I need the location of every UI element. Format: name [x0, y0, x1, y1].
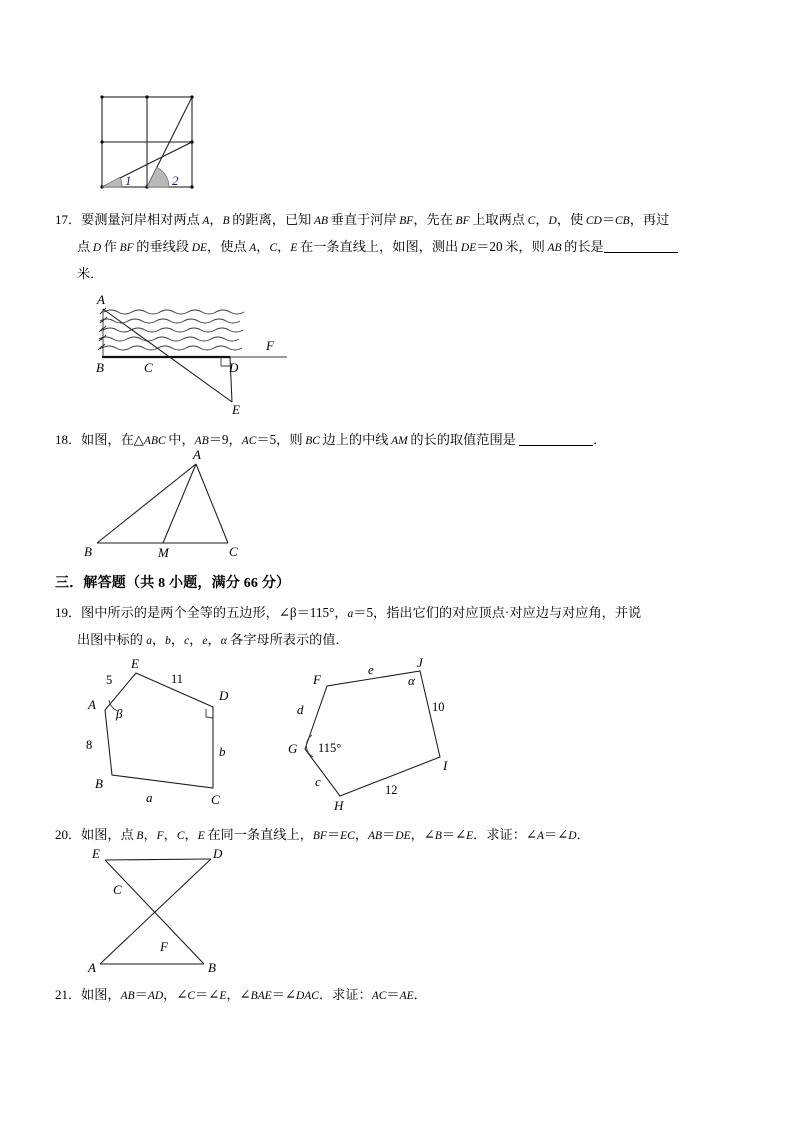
- q17-line-1: 要测量河岸相对两点 A，B 的距离，已知 AB 垂直于河岸 BF，先在 BF 上取两点 C，D，使 CD＝CB，再过: [81, 212, 670, 227]
- q20-label-A: A: [88, 960, 96, 975]
- pentagon-left-label-C: C: [211, 792, 220, 807]
- pentagon-right-label-G: G: [288, 741, 298, 756]
- q17-line-2: 点 D 作 BF 的垂线段 DE，使点 A，C，E 在一条直线上，如图，测出 DE＝20 米，则 AB 的长是: [77, 234, 755, 261]
- q18-answer-blank[interactable]: [519, 445, 593, 446]
- pentagon-left-side-a: a: [146, 790, 153, 805]
- pentagon-right-side-10: 10: [432, 700, 445, 714]
- q20-label-C: C: [113, 882, 122, 897]
- q20-label-B: B: [208, 960, 216, 975]
- grid-angles-figure: [96, 92, 296, 200]
- river-bank-figure: [82, 292, 312, 417]
- q20-number: 20．: [55, 827, 82, 842]
- triangle-label-M: M: [158, 545, 169, 560]
- pentagon-left-label-E: E: [131, 656, 139, 671]
- two-triangles-figure: [80, 848, 245, 973]
- question-17-text: [55, 207, 755, 287]
- question-21-text: [55, 982, 760, 1009]
- triangle-label-C: C: [229, 544, 238, 559]
- pentagon-right-angle-115: 115°: [318, 741, 342, 755]
- pentagon-left-side-5: 5: [106, 673, 113, 687]
- pentagon-left-side-b: b: [219, 744, 226, 759]
- pentagon-right-side-c: c: [315, 774, 321, 789]
- q20-label-E: E: [92, 846, 100, 861]
- triangle-label-B: B: [84, 544, 92, 559]
- q19-line-1: 图中所示的是两个全等的五边形，∠β＝115°，a＝5，指出它们的对应顶点·对应边与对应角，并说: [81, 605, 642, 620]
- pentagon-right-side-d: d: [297, 702, 304, 717]
- q17-line-3: 米．: [77, 266, 104, 281]
- angle-label-2: 2: [172, 173, 179, 188]
- q20-label-F: F: [160, 939, 168, 954]
- q18-line-1: 如图，在△ABC 中，AB＝9，AC＝5，则 BC 边上的中线 AM 的长的取值范围是 ．: [81, 432, 607, 447]
- river-label-C: C: [144, 360, 153, 375]
- q19-line-2: 出图中标的 a，b，c，e，α 各字母所表示的值．: [77, 632, 349, 647]
- section-3-heading: 三．解答题（共 8 小题，满分 66 分）: [55, 576, 291, 591]
- q20-label-D: D: [213, 846, 223, 861]
- river-label-B: B: [96, 360, 104, 375]
- q18-number: 18．: [55, 432, 82, 447]
- river-label-D: D: [229, 360, 239, 375]
- pentagon-right-side-12: 12: [385, 783, 398, 797]
- pentagon-left-side-8: 8: [86, 738, 93, 752]
- pentagon-left-angle-beta: β: [116, 706, 123, 721]
- question-20-text: [55, 822, 760, 849]
- question-19-text: [55, 600, 760, 654]
- pentagon-right-label-J: J: [417, 655, 423, 670]
- pentagon-left-label-B: B: [95, 776, 103, 791]
- q21-number: 21．: [55, 987, 82, 1002]
- river-label-F: F: [266, 338, 274, 353]
- pentagon-right-label-H: H: [334, 798, 344, 813]
- pentagon-right-label-F: F: [313, 672, 321, 687]
- pentagon-fghij: [285, 655, 470, 818]
- q20-line-1: 如图，点 B，F，C，E 在同一条直线上，BF＝EC，AB＝DE，∠B＝∠E．求证：∠A＝∠D．: [81, 827, 590, 842]
- triangle-median-figure: [80, 448, 260, 563]
- pentagon-left-label-A: A: [88, 697, 96, 712]
- pentagon-abcde: [78, 658, 258, 818]
- pentagon-right-label-I: I: [443, 758, 448, 773]
- q17-number: 17．: [55, 212, 82, 227]
- river-label-A: A: [97, 292, 105, 307]
- angle-label-1: 1: [125, 173, 132, 188]
- q17-answer-blank[interactable]: [604, 252, 678, 253]
- pentagon-right-angle-alpha: α: [408, 673, 415, 688]
- triangle-label-A: A: [193, 447, 201, 462]
- pentagon-left-side-11: 11: [171, 672, 184, 686]
- q21-line-1: 如图，AB＝AD，∠C＝∠E，∠BAE＝∠DAC．求证：AC＝AE．: [81, 987, 427, 1002]
- pentagon-right-side-e: e: [368, 662, 374, 677]
- pentagon-left-label-D: D: [219, 688, 229, 703]
- q19-number: 19．: [55, 605, 82, 620]
- river-label-E: E: [232, 402, 240, 417]
